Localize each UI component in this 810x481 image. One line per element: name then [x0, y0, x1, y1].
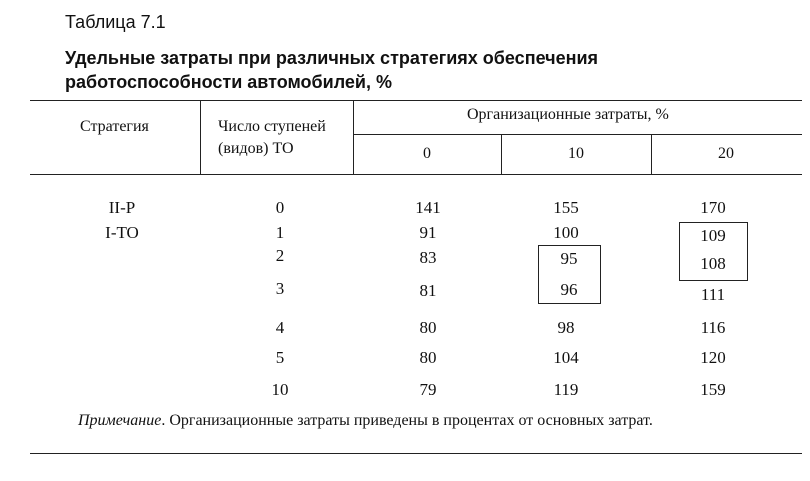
table-cell-steps: 4 [275, 318, 285, 337]
header-divider-3 [501, 134, 502, 174]
note-label: Примечание [78, 412, 162, 429]
strategy-label: II-P [108, 198, 136, 217]
table-note [78, 412, 653, 430]
table-cell-org-0: 79 [419, 380, 437, 399]
header-steps [218, 116, 326, 160]
header-steps-line2: (видов) ТО [218, 140, 294, 157]
table-caption: Таблица 7.1 [65, 12, 166, 32]
header-org-0: 0 [423, 145, 431, 162]
table-cell-org-0: 141 [415, 198, 441, 217]
table-title-line2: работоспособности автомобилей, % [65, 72, 393, 92]
table-cell-org-0: 91 [419, 223, 437, 242]
header-strategy: Стратегия [80, 118, 149, 135]
table-cell-steps: 5 [275, 348, 285, 367]
table-cell-org-20: 116 [700, 318, 726, 337]
table-cell-steps: 3 [275, 279, 285, 298]
header-divider-4 [651, 134, 652, 174]
table-cell-org-10: 155 [553, 198, 579, 217]
highlight-box-10 [538, 245, 601, 304]
table-cell-org-20: 109 [700, 226, 726, 245]
table-cell-org-20: 108 [700, 254, 726, 273]
table-cell-org-20: 120 [700, 348, 726, 367]
table-cell-org-0: 83 [419, 248, 437, 267]
header-steps-line1: Число ступеней [218, 118, 326, 135]
header-org-20: 20 [718, 145, 734, 162]
table-cell-org-0: 81 [419, 281, 437, 300]
table-cell-org-20: 159 [700, 380, 726, 399]
strategy-label: I-TO [105, 223, 139, 242]
table-cell-steps: 2 [275, 246, 285, 265]
header-divider-1 [200, 100, 201, 174]
table-cell-org-0: 80 [419, 318, 437, 337]
table-cell-org-10: 98 [557, 318, 575, 337]
table-cell-org-10: 95 [560, 249, 578, 268]
table-cell-org-10: 96 [560, 280, 578, 299]
table-title-line1: Удельные затраты при различных стратегиях обеспечения [65, 48, 599, 68]
org-header-rule [353, 134, 802, 135]
table-cell-org-10: 100 [553, 223, 579, 242]
header-divider-2 [353, 100, 354, 174]
table-cell-org-10: 119 [553, 380, 579, 399]
table-cell-steps: 1 [275, 223, 285, 242]
table-cell-org-20: 111 [700, 285, 726, 304]
header-org-costs: Организационные затраты, % [467, 106, 669, 123]
table-title [65, 46, 598, 94]
header-bottom-rule [30, 174, 802, 175]
table-bottom-rule [30, 453, 802, 454]
table-cell-org-20: 170 [700, 198, 726, 217]
table-cell-steps: 10 [271, 380, 289, 399]
note-text: . Организационные затраты приведены в процентах от основных затрат. [161, 412, 653, 429]
highlight-box-20 [679, 222, 748, 281]
table-cell-steps: 0 [275, 198, 285, 217]
table-top-rule [30, 100, 802, 101]
table-cell-org-10: 104 [553, 348, 579, 367]
table-cell-org-0: 80 [419, 348, 437, 367]
header-org-10: 10 [568, 145, 584, 162]
